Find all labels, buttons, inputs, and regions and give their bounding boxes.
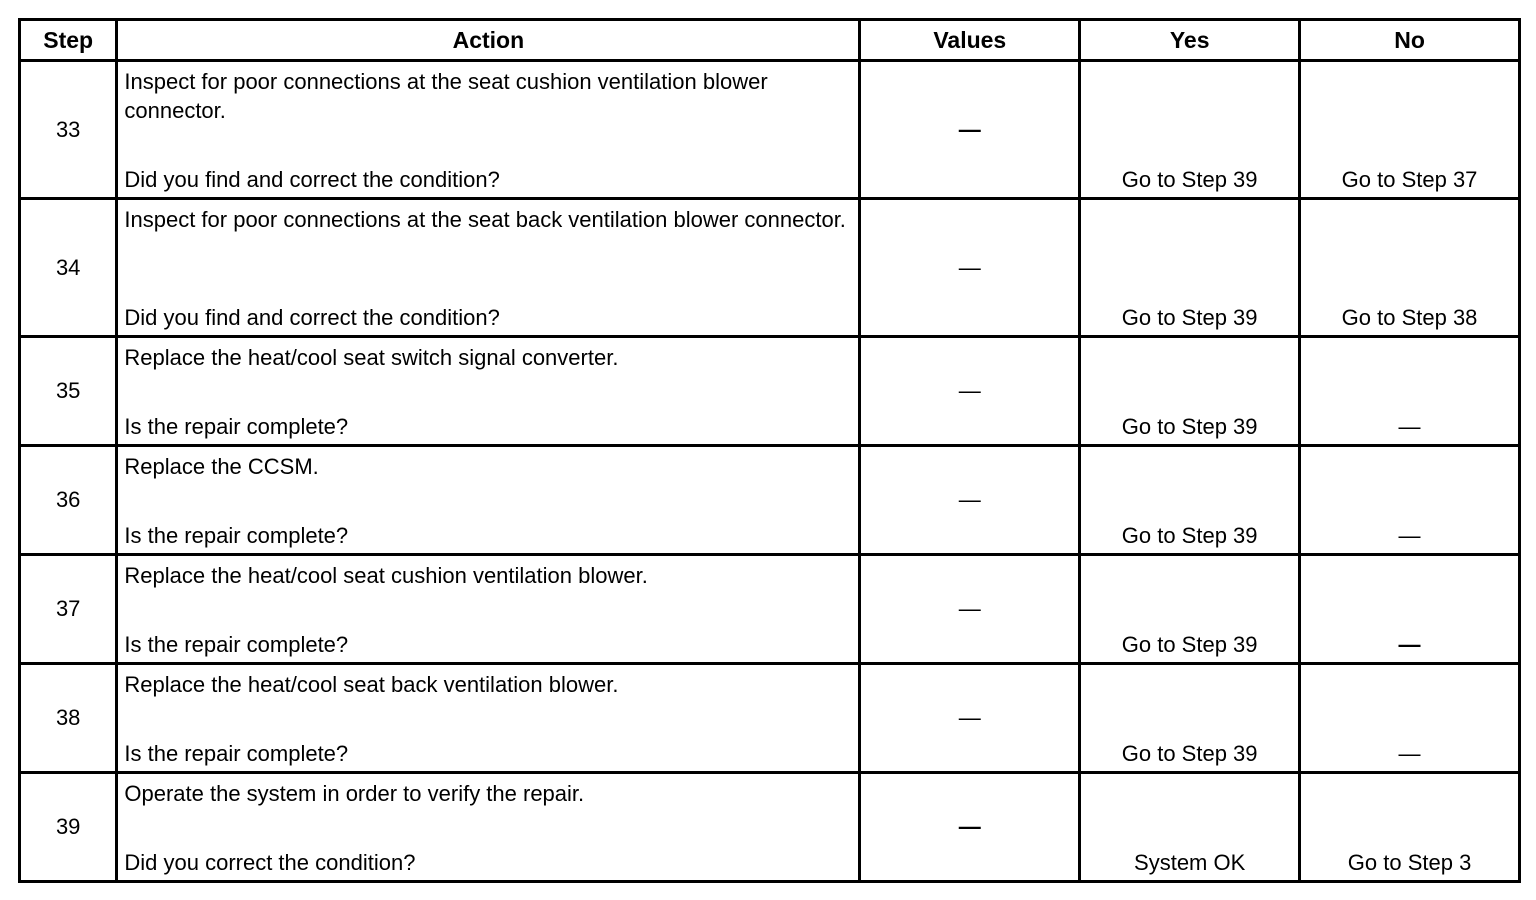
no-result: — <box>1398 523 1421 549</box>
yes-result: Go to Step 39 <box>1121 741 1258 767</box>
step-number: 39 <box>20 773 117 882</box>
action-cell <box>117 446 860 555</box>
action-cell <box>117 337 860 446</box>
header-action: Action <box>117 20 860 61</box>
header-no: No <box>1300 20 1520 61</box>
header-yes: Yes <box>1080 20 1300 61</box>
step-number: 34 <box>20 199 117 337</box>
yes-result: Go to Step 39 <box>1121 305 1258 331</box>
no-result: — <box>1398 414 1421 440</box>
no-cell <box>1300 555 1520 664</box>
step-number: 35 <box>20 337 117 446</box>
yes-result: Go to Step 39 <box>1121 523 1258 549</box>
no-cell <box>1300 337 1520 446</box>
values-cell: — <box>860 61 1080 199</box>
values-cell: — <box>860 446 1080 555</box>
action-instruction: Inspect for poor connections at the seat back ventilation blower connector. <box>124 207 846 233</box>
header-step: Step <box>20 20 117 61</box>
action-question: Did you find and correct the condition? <box>124 167 500 193</box>
yes-cell <box>1080 199 1300 337</box>
yes-cell <box>1080 446 1300 555</box>
action-cell <box>117 773 860 882</box>
table-row <box>20 555 1520 664</box>
action-question: Is the repair complete? <box>124 414 349 440</box>
no-result: Go to Step 38 <box>1341 305 1478 331</box>
action-cell <box>117 555 860 664</box>
action-instruction: Inspect for poor connections at the seat cushion ventilation blower connector. <box>124 69 768 123</box>
no-cell <box>1300 199 1520 337</box>
yes-cell <box>1080 337 1300 446</box>
action-instruction: Replace the heat/cool seat switch signal converter. <box>124 345 619 371</box>
no-cell <box>1300 664 1520 773</box>
yes-result: Go to Step 39 <box>1121 414 1258 440</box>
table-row <box>20 199 1520 337</box>
header-values: Values <box>860 20 1080 61</box>
table-row <box>20 446 1520 555</box>
yes-cell <box>1080 773 1300 882</box>
no-result: Go to Step 37 <box>1341 167 1478 193</box>
table-row <box>20 61 1520 199</box>
yes-result: System OK <box>1134 850 1246 875</box>
no-result: — <box>1398 632 1421 658</box>
action-question: Did you correct the condition? <box>124 850 416 875</box>
table-row <box>20 337 1520 446</box>
no-cell <box>1300 446 1520 555</box>
no-result: Go to Step 3 <box>1347 850 1472 875</box>
step-number: 33 <box>20 61 117 199</box>
table-row <box>20 773 1520 882</box>
diagnostic-table <box>18 18 1521 883</box>
values-cell: — <box>860 199 1080 337</box>
yes-result: Go to Step 39 <box>1121 167 1258 193</box>
action-question: Did you find and correct the condition? <box>124 305 500 331</box>
values-cell: — <box>860 664 1080 773</box>
no-cell <box>1300 61 1520 199</box>
no-cell <box>1300 773 1520 882</box>
yes-cell <box>1080 664 1300 773</box>
action-cell <box>117 664 860 773</box>
action-instruction: Replace the heat/cool seat cushion ventilation blower. <box>124 563 648 589</box>
step-number: 36 <box>20 446 117 555</box>
action-question: Is the repair complete? <box>124 523 349 549</box>
yes-cell <box>1080 61 1300 199</box>
values-cell: — <box>860 337 1080 446</box>
action-instruction: Operate the system in order to verify the repair. <box>124 781 585 807</box>
yes-result: Go to Step 39 <box>1121 632 1258 658</box>
action-cell <box>117 61 860 199</box>
yes-cell <box>1080 555 1300 664</box>
action-question: Is the repair complete? <box>124 632 349 658</box>
table-row <box>20 664 1520 773</box>
action-cell <box>117 199 860 337</box>
action-instruction: Replace the CCSM. <box>124 454 319 480</box>
step-number: 37 <box>20 555 117 664</box>
values-cell: — <box>860 555 1080 664</box>
header-row <box>20 20 1520 61</box>
values-cell: — <box>860 773 1080 882</box>
action-question: Is the repair complete? <box>124 741 349 767</box>
step-number: 38 <box>20 664 117 773</box>
action-instruction: Replace the heat/cool seat back ventilation blower. <box>124 672 619 698</box>
no-result: — <box>1398 741 1421 767</box>
